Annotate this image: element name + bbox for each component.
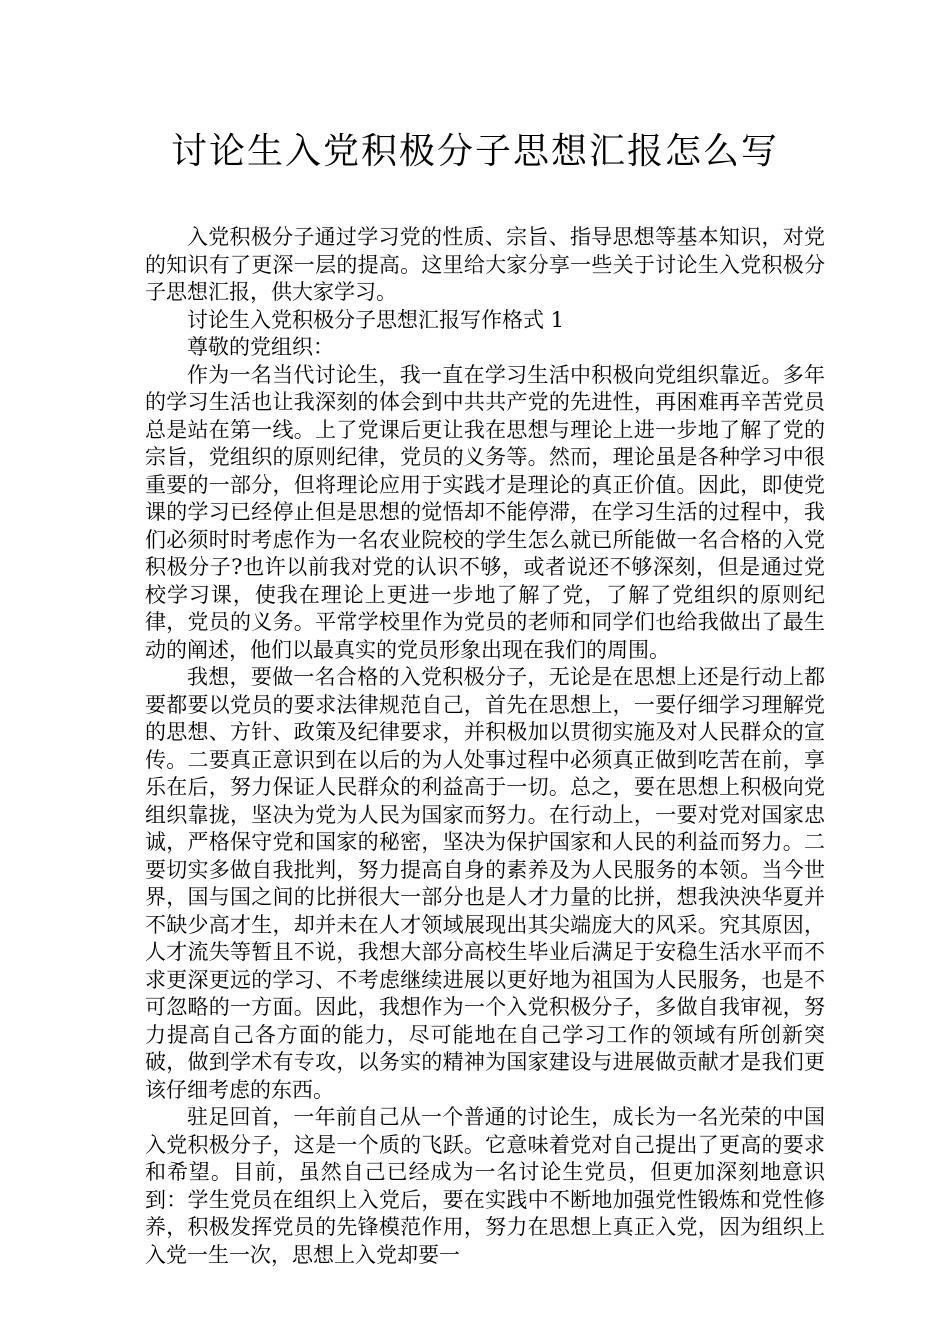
body-paragraph: 作为一名当代讨论生，我一直在学习生活中积极向党组织靠近。多年的学习生活也让我深刻的体会到中共共产党的先进性，再困难再辛苦党员总是站在第一线。上了党课后更让我在思想与理论上进一步地了解了党的宗旨，党组织的原则纪律，党员的义务等。然而，理论虽是各种学习中很重要的一部分，但将理论应用于实践才是理论的真正价值。因此，即使党课的学习已经停止但是思想的觉悟却不能停滞，在学习生活的过程中，我们必须时时考虑作为一名农业院校的学生怎么就已所能做一名合格的入党积极分子?也许以前我对党的认识不够，或者说还不够深刻，但是通过党校学习课，使我在理论上更进一步地了解了党，了解了党组织的原则纪律，党员的义务。平常学校里作为党员的老师和同学们也给我做出了最生动的阐述，他们以最真实的党员形象出现在我们的周围。 xyxy=(145,362,825,662)
body-paragraph: 我想，要做一名合格的入党积极分子，无论是在思想上还是行动上都要都要以党员的要求法律规范自己，首先在思想上，一要仔细学习理解党的思想、方针、政策及纪律要求，并积极加以贯彻实施及对人民群众的宣传。二要真正意识到在以后的为人处事过程中必须真正做到吃苦在前，享乐在后，努力保证人民群众的利益高于一切。总之，要在思想上积极向党组织靠拢，坚决为党为人民为国家而努力。在行动上，一要对党对国家忠诚，严格保守党和国家的秘密，坚决为保护国家和人民的利益而努力。二要切实多做自我批判，努力提高自身的素养及为人民服务的本领。当今世界，国与国之间的比拼很大一部分也是人才力量的比拼，想我泱泱华夏并不缺少高才生，却并未在人才领域展现出其尖端庞大的风采。究其原因，人才流失等暂且不说，我想大部分高校生毕业后满足于安稳生活水平而不求更深更远的学习、不考虑继续进展以更好地为祖国为人民服务，也是不可忽略的一方面。因此，我想作为一个入党积极分子，多做自我审视，努力提高自己各方面的能力，尽可能地在自己学习工作的领域有所创新突破，做到学术有专攻，以务实的精神为国家建设与进展做贡献才是我们更该仔细考虑的东西。 xyxy=(145,665,825,1102)
document-body xyxy=(145,224,825,1269)
salutation: 尊敬的党组织： xyxy=(187,335,334,359)
section-heading: 讨论生入党积极分子思想汇报写作格式 1 xyxy=(187,307,565,332)
document-title: 讨论生入党积极分子思想汇报怎么写 xyxy=(170,131,779,172)
intro-paragraph: 入党积极分子通过学习党的性质、宗旨、指导思想等基本知识，对党的知识有了更深一层的提高。这里给大家分享一些关于讨论生入党积极分子思想汇报，供大家学习。 xyxy=(145,225,825,304)
body-paragraph: 驻足回首，一年前自己从一个普通的讨论生，成长为一名光荣的中国入党积极分子，这是一个质的飞跃。它意味着党对自己提出了更高的要求和希望。目前，虽然自己已经成为一名讨论生党员，但更加深刻地意识到：学生党员在组织上入党后，要在实践中不断地加强党性锻炼和党性修养，积极发挥党员的先锋模范作用，努力在思想上真正入党，因为组织上入党一生一次，思想上入党却要一 xyxy=(145,1105,825,1267)
